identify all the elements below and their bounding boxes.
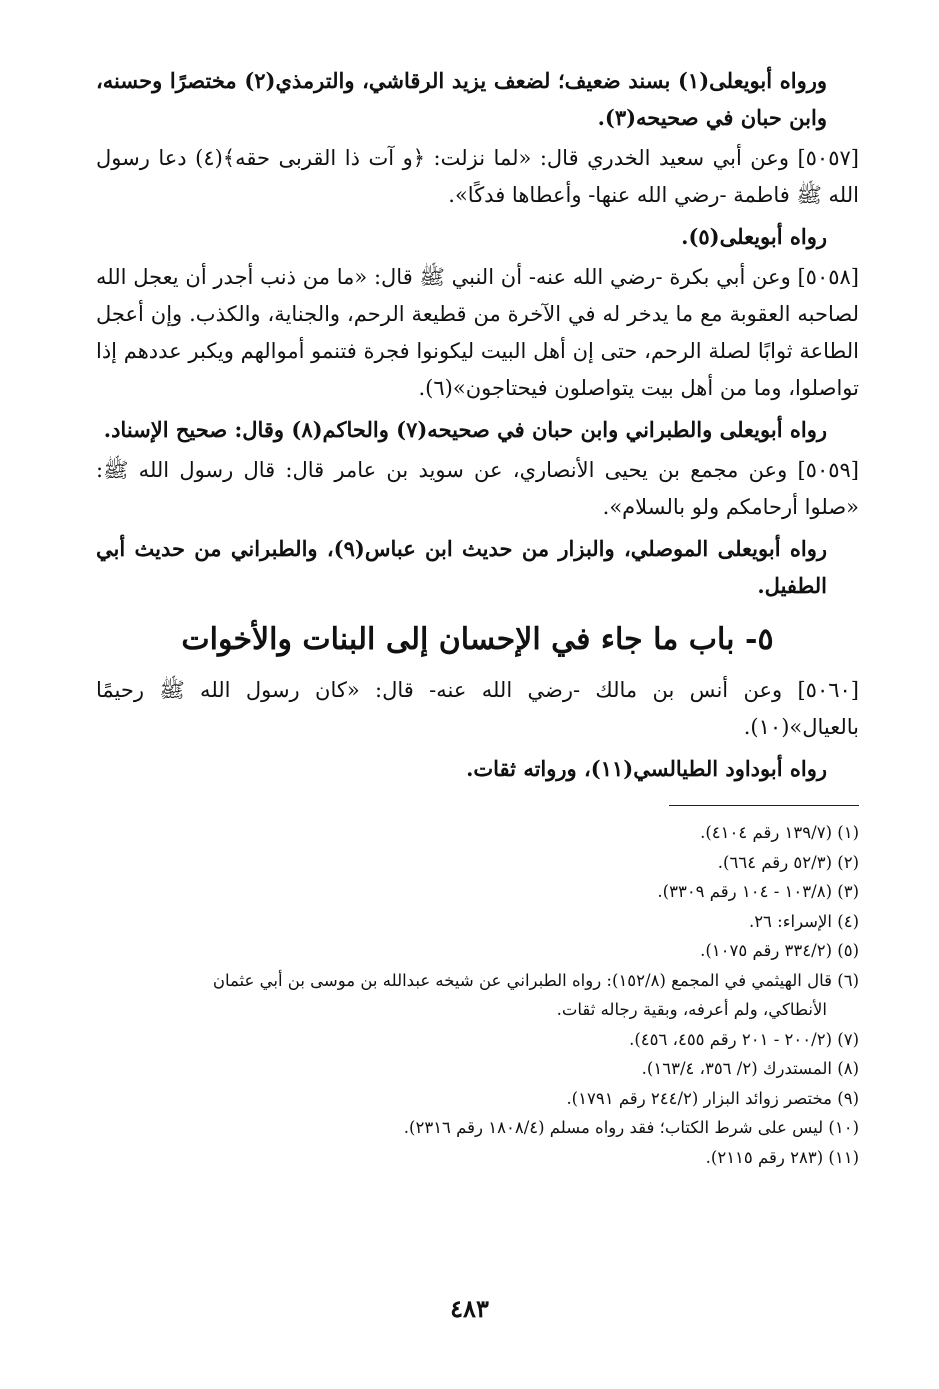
footnote: (١) (١٣٩/٧ رقم ٤١٠٤). bbox=[700, 823, 859, 842]
hadith-paragraph: [٥٠٥٧] وعن أبي سعيد الخدري قال: «لما نزلت: ﴿و آت ذا القربى حقه﴾(٤) دعا رسول الله ﷺ فاطمة -رضي الله عنها- وأعطاها فدكًا». bbox=[96, 146, 859, 207]
footnote: (٨) المستدرك (٢/ ٣٥٦، ١٦٣/٤). bbox=[641, 1059, 859, 1078]
footnotes bbox=[96, 818, 859, 1172]
footnote: (٥) (٣٣٤/٢ رقم ١٠٧٥). bbox=[700, 941, 859, 960]
footnote: (٤) الإسراء: ٢٦. bbox=[748, 911, 859, 931]
footnote: (١٠) ليس على شرط الكتاب؛ فقد رواه مسلم (١٨٠٨/٤ رقم ٢٣١٦). bbox=[403, 1118, 859, 1137]
footnote-continuation: الأنطاكي، ولم أعرفه، وبقية رجاله ثقات. bbox=[556, 1000, 827, 1019]
hadith-paragraph: [٥٠٦٠] وعن أنس بن مالك -رضي الله عنه- قال: «كان رسول الله ﷺ رحيمًا بالعيال»(١٠). bbox=[96, 678, 859, 739]
page-number: ٤٨٣ bbox=[450, 1294, 489, 1323]
chapter-heading: ٥- باب ما جاء في الإحسان إلى البنات والأخوات bbox=[181, 622, 774, 657]
source-paragraph: ورواه أبويعلى(١) بسند ضعيف؛ لضعف يزيد الرقاشي، والترمذي(٢) مختصرًا وحسنه، وابن حبان في صحيحه(٣). bbox=[96, 68, 827, 130]
source-paragraph: رواه أبويعلى(٥). bbox=[681, 224, 827, 249]
footnote: (٦) قال الهيثمي في المجمع (١٥٢/٨): رواه الطبراني عن شيخه عبدالله بن موسى بن أبي عثمان bbox=[212, 970, 859, 990]
hadith-paragraph: [٥٠٥٨] وعن أبي بكرة -رضي الله عنه- أن النبي ﷺ قال: «ما من ذنب أجدر أن يعجل الله لصاحبه العقوبة مع ما يدخر له في الآخرة من قطيعة الرحم، والجناية، والكذب. وإن أعجل الطاعة ثوابًا لصلة الرحم، حتى إن أهل البيت ليكونوا فجرة فتنمو أموالهم ويكبر عددهم إذا تواصلوا، وما من أهل بيت يتواصلون فيحتاجون»(٦). bbox=[96, 265, 859, 400]
footnote: (٩) مختصر زوائد البزار (٢٤٤/٢ رقم ١٧٩١). bbox=[566, 1088, 859, 1108]
footnote: (٣) (١٠٣/٨ - ١٠٤ رقم ٣٣٠٩). bbox=[657, 882, 859, 901]
footnote: (١١) (٢٨٣ رقم ٢١١٥). bbox=[705, 1147, 859, 1167]
source-paragraph: رواه أبويعلى والطبراني وابن حبان في صحيحه(٧) والحاكم(٨) وقال: صحيح الإسناد. bbox=[103, 417, 827, 442]
footnote: (٢) (٥٢/٣ رقم ٦٦٤). bbox=[717, 852, 859, 872]
footnote: (٧) (٢٠٠/٢ - ٢٠١ رقم ٤٥٥، ٤٥٦). bbox=[629, 1029, 859, 1049]
footnote-separator bbox=[669, 805, 859, 806]
source-paragraph: رواه أبويعلى الموصلي، والبزار من حديث ابن عباس(٩)، والطبراني من حديث أبي الطفيل. bbox=[96, 536, 827, 598]
source-paragraph: رواه أبوداود الطيالسي(١١)، ورواته ثقات. bbox=[466, 756, 827, 781]
hadith-paragraph: [٥٠٥٩] وعن مجمع بن يحيى الأنصاري، عن سويد بن عامر قال: قال رسول الله ﷺ: «صلوا أرحامكم ولو بالسلام». bbox=[96, 458, 859, 519]
